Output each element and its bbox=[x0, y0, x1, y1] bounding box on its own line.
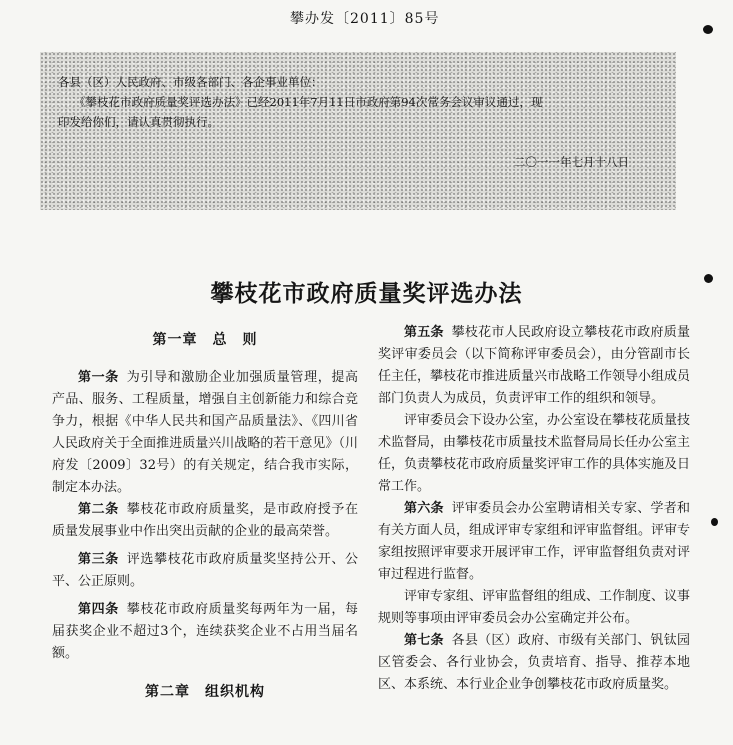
punch-hole-mark bbox=[703, 25, 713, 34]
right-column bbox=[378, 322, 690, 696]
punch-hole-mark bbox=[711, 518, 718, 526]
article-paragraph bbox=[378, 630, 690, 696]
notice-date: 二〇一一年七月十八日 bbox=[514, 155, 629, 169]
article-text: 各县（区）政府、市级有关部门、钒钛园区管委会、各行业协会，负责培育、指导、推荐本地区、本系统、本行业企业争创攀枝花市政府质量奖。 bbox=[378, 633, 690, 692]
article-paragraph bbox=[378, 498, 690, 586]
article-paragraph bbox=[52, 599, 358, 665]
article-text: 攀枝花市政府质量奖每两年为一届，每届获奖企业不超过3个，连续获奖企业不占用当届名额。 bbox=[52, 602, 358, 661]
article-label: 第三条 bbox=[78, 552, 119, 567]
article-text: 评审委员会办公室聘请相关专家、学者和有关方面人员，组成评审专家组和评审监督组。评审专家组按照评审要求开展评审工作，评审监督组负责对评审过程进行监督。 bbox=[378, 501, 691, 582]
article-label: 第七条 bbox=[404, 633, 444, 648]
article-paragraph bbox=[52, 367, 358, 499]
notice-body-line: 印发给你们，请认真贯彻执行。 bbox=[58, 115, 219, 129]
document-title: 攀枝花市政府质量奖评选办法 bbox=[210, 280, 523, 307]
body-paragraph: 评审委员会下设办公室，办公室设在攀枝花质量技术监督局，由攀枝花市质量技术监督局局长任办公室主任，负责攀枝花市政府质量奖评审工作的具体实施及日常工作。 bbox=[378, 413, 691, 494]
article-text: 评选攀枝花市政府质量奖坚持公开、公平、公正原则。 bbox=[52, 552, 358, 589]
article-text: 攀枝花市人民政府设立攀枝花市政府质量奖评审委员会（以下简称评审委员会），由分管副市长任主任，攀枝花市推进质量兴市战略工作领导小组成员部门负责人为成员，负责评审工作的组织和领导。 bbox=[378, 325, 691, 406]
article-paragraph bbox=[52, 549, 358, 593]
chapter-heading: 第二章 组织机构 bbox=[145, 684, 265, 700]
notice-salutation: 各县（区）人民政府、市级各部门、各企事业单位： bbox=[58, 75, 323, 89]
article-label: 第六条 bbox=[404, 501, 444, 516]
chapter-heading: 第一章 总 则 bbox=[152, 332, 258, 348]
article-text: 攀枝花市政府质量奖，是市政府授予在质量发展事业中作出突出贡献的企业的最高荣誉。 bbox=[52, 502, 358, 539]
document-number: 攀办发〔2011〕85号 bbox=[290, 11, 440, 27]
notice-box bbox=[40, 52, 676, 210]
article-label: 第二条 bbox=[78, 502, 119, 517]
left-column bbox=[52, 322, 358, 710]
article-label: 第四条 bbox=[78, 602, 119, 617]
article-label: 第一条 bbox=[78, 370, 119, 385]
body-paragraph: 评审专家组、评审监督组的组成、工作制度、议事规则等事项由评审委员会办公室确定并公布。 bbox=[378, 589, 691, 626]
article-paragraph bbox=[378, 322, 690, 410]
article-label: 第五条 bbox=[404, 325, 444, 340]
notice-body-line: 《攀枝花市政府质量奖评选办法》已经2011年7月11日市政府第94次常务会议审议通过，现 bbox=[74, 95, 543, 109]
article-paragraph bbox=[52, 499, 358, 543]
article-text: 为引导和激励企业加强质量管理，提高产品、服务、工程质量，增强自主创新能力和综合竞争力，根据《中华人民共和国产品质量法》、《四川省人民政府关于全面推进质量兴川战略的若干意见》（川府发〔2009〕32号）的有关规定，结合我市实际，制定本办法。 bbox=[52, 370, 358, 495]
